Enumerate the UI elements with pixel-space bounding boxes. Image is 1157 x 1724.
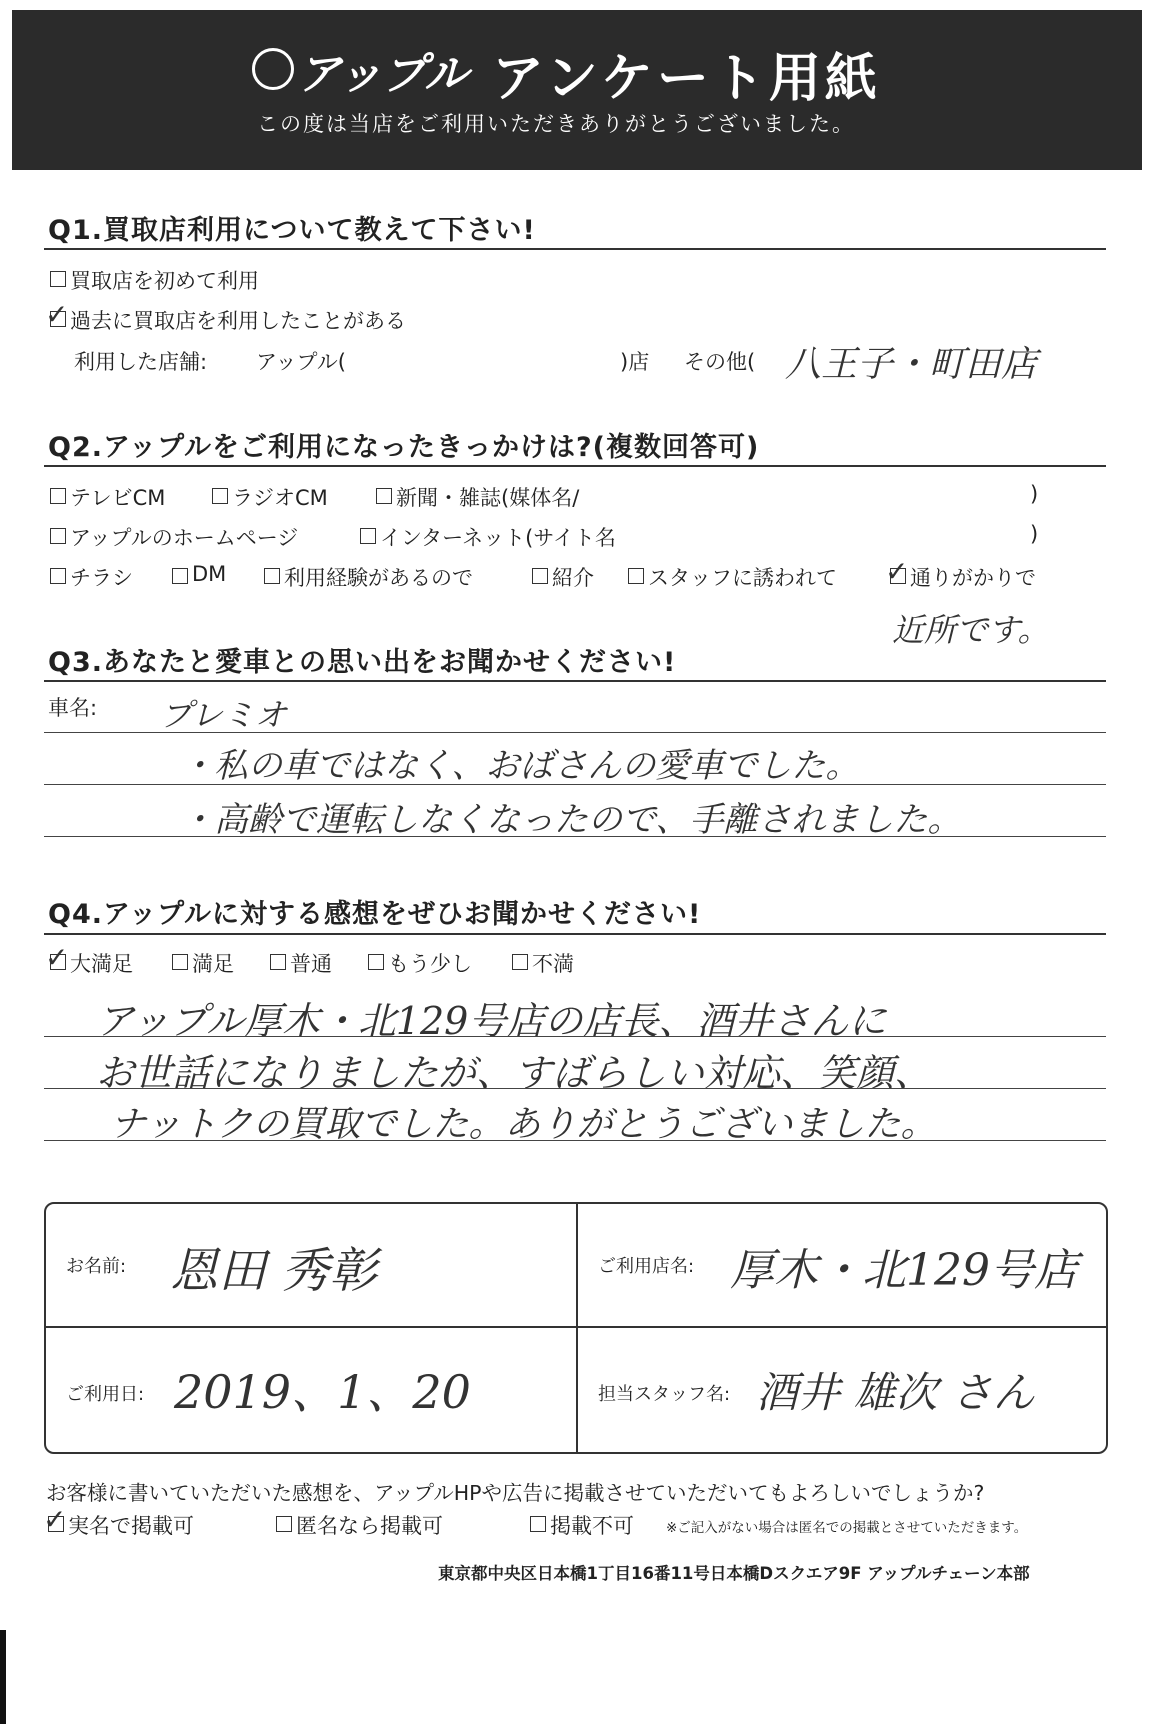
- q2-option-flyer: チラシ: [70, 566, 133, 590]
- q1-option-past: 過去に買取店を利用したことがある: [70, 309, 406, 333]
- q2-option-hp: アップルのホームページ: [70, 526, 299, 550]
- q2-paren-close-1: ): [1030, 482, 1039, 506]
- q4-line-1: [44, 1036, 1106, 1037]
- q2-checkbox-net[interactable]: [360, 528, 376, 544]
- q4-checkbox-unsat[interactable]: [512, 954, 528, 970]
- store-value: 厚木・北129号店: [730, 1245, 1078, 1296]
- apple-logo-icon: [252, 48, 294, 90]
- q1-checkbox-first[interactable]: [50, 271, 66, 287]
- q2-checkbox-tv[interactable]: [50, 488, 66, 504]
- q2-option-intro: 紹介: [552, 566, 594, 590]
- date-value: 2019、1、20: [174, 1365, 471, 1419]
- q1-option-first: 買取店を初めて利用: [70, 269, 259, 293]
- q4-option-unsat: 不満: [532, 952, 574, 976]
- q1-heading: Q1.買取店利用について教えて下さい!: [48, 215, 536, 246]
- q1-other-label: その他(: [684, 350, 756, 374]
- consent-option-no: 掲載不可: [550, 1514, 634, 1538]
- q2-checkbox-dm[interactable]: [172, 568, 188, 584]
- q2-note: 近所です。: [892, 611, 1050, 649]
- q1-stores-label: 利用した店舗:: [74, 350, 208, 374]
- q4-answer-line-2: お世話になりましたが、すばらしい対応、笑顔、: [96, 1051, 933, 1095]
- info-box-h-divider: [46, 1326, 1106, 1328]
- q1-checkbox-past[interactable]: [45, 298, 69, 331]
- staff-label: 担当スタッフ名:: [598, 1384, 731, 1405]
- consent-checkbox-no[interactable]: [530, 1516, 546, 1532]
- q4-checkbox-normal[interactable]: [270, 954, 286, 970]
- q4-checkbox-very[interactable]: [45, 941, 69, 974]
- q4-answer-line-3: ナットクの買取でした。ありがとうございました。: [110, 1104, 937, 1145]
- q2-heading: Q2.アップルをご利用になったきっかけは?(複数回答可): [48, 432, 760, 463]
- form-subtitle: この度は当店をご利用いただきありがとうございました。: [257, 112, 855, 136]
- q4-checkbox-more[interactable]: [368, 954, 384, 970]
- q3-line-2: [44, 784, 1106, 785]
- q2-option-dm: DM: [192, 562, 227, 586]
- q2-checkbox-exp[interactable]: [264, 568, 280, 584]
- consent-option-anon: 匿名なら掲載可: [296, 1514, 443, 1538]
- q1-other-answer: 八王子・町田店: [785, 344, 1038, 385]
- consent-option-real: 実名で掲載可: [68, 1514, 194, 1538]
- q4-option-normal: 普通: [290, 952, 332, 976]
- q4-line-2: [44, 1088, 1106, 1089]
- name-label: お名前:: [66, 1256, 127, 1277]
- q2-rule: [44, 465, 1106, 467]
- q2-option-radio: ラジオCM: [232, 486, 328, 510]
- checkmark-icon: ✓: [43, 1503, 67, 1536]
- consent-checkbox-real[interactable]: [43, 1503, 67, 1536]
- footer-address: 東京都中央区日本橋1丁目16番11号日本橋Dスクエア9F アップルチェーン本部: [438, 1564, 1030, 1583]
- q2-paren-close-2: ): [1030, 522, 1039, 546]
- consent-question: お客様に書いていただいた感想を、アップルHPや広告に掲載させていただいてもよろしいでしょうか?: [46, 1481, 985, 1505]
- q3-answer-line-1: ・私の車ではなく、おばさんの愛車でした。: [180, 746, 860, 786]
- info-box-v-divider: [576, 1204, 578, 1452]
- consent-checkbox-anon[interactable]: [276, 1516, 292, 1532]
- q3-answer-line-2: ・高齢で運転しなくなったので、手離されました。: [180, 800, 962, 840]
- q2-checkbox-pass[interactable]: [885, 555, 909, 588]
- q4-option-more: もう少し: [388, 952, 472, 976]
- q2-option-pass: 通りがかりで: [910, 566, 1036, 590]
- form-title: アンケート用紙: [492, 49, 881, 109]
- staff-value: 酒井 雄次 さん: [756, 1368, 1035, 1417]
- q2-checkbox-flyer[interactable]: [50, 568, 66, 584]
- q4-option-very: 大満足: [70, 952, 133, 976]
- checkmark-icon: ✓: [45, 298, 69, 331]
- q2-checkbox-radio[interactable]: [212, 488, 228, 504]
- q3-heading: Q3.あなたと愛車との思い出をお聞かせください!: [48, 647, 677, 678]
- q1-rule: [44, 248, 1106, 250]
- q2-option-tv: テレビCM: [70, 486, 166, 510]
- q4-heading: Q4.アップルに対する感想をぜひお聞かせください!: [48, 899, 702, 930]
- q1-apple-close: )店: [620, 350, 650, 374]
- checkmark-icon: ✓: [45, 941, 69, 974]
- scan-edge-mark: [0, 1630, 6, 1724]
- q2-checkbox-news[interactable]: [376, 488, 392, 504]
- q4-line-3: [44, 1140, 1106, 1141]
- q2-option-staff: スタッフに誘われて: [648, 566, 837, 590]
- store-label: ご利用店名:: [598, 1256, 695, 1277]
- q3-line-3: [44, 836, 1106, 837]
- q2-checkbox-staff[interactable]: [628, 568, 644, 584]
- date-label: ご利用日:: [66, 1384, 145, 1405]
- logo-text: アップル: [297, 49, 469, 100]
- header-banner: [12, 10, 1142, 170]
- q4-rule: [44, 933, 1106, 935]
- checkmark-icon: ✓: [885, 555, 909, 588]
- name-value: 恩田 秀彰: [170, 1243, 378, 1299]
- q4-option-sat: 満足: [192, 952, 234, 976]
- q3-car-name: プレミオ: [160, 696, 287, 734]
- q3-rule: [44, 680, 1106, 682]
- q2-checkbox-intro[interactable]: [532, 568, 548, 584]
- consent-note: ※ご記入がない場合は匿名での掲載とさせていただきます。: [666, 1520, 1028, 1536]
- q4-checkbox-sat[interactable]: [172, 954, 188, 970]
- q2-checkbox-hp[interactable]: [50, 528, 66, 544]
- q1-apple-open: アップル(: [256, 350, 346, 374]
- q2-option-exp: 利用経験があるので: [284, 566, 473, 590]
- q3-line-1: [44, 732, 1106, 733]
- q3-car-label: 車名:: [48, 696, 98, 720]
- info-box: [44, 1202, 1108, 1454]
- q4-answer-line-1: アップル厚木・北129号店の店長、酒井さんに: [96, 999, 887, 1043]
- q2-option-news: 新聞・雑誌(媒体名/: [396, 486, 580, 510]
- q2-option-net: インターネット(サイト名: [380, 526, 616, 550]
